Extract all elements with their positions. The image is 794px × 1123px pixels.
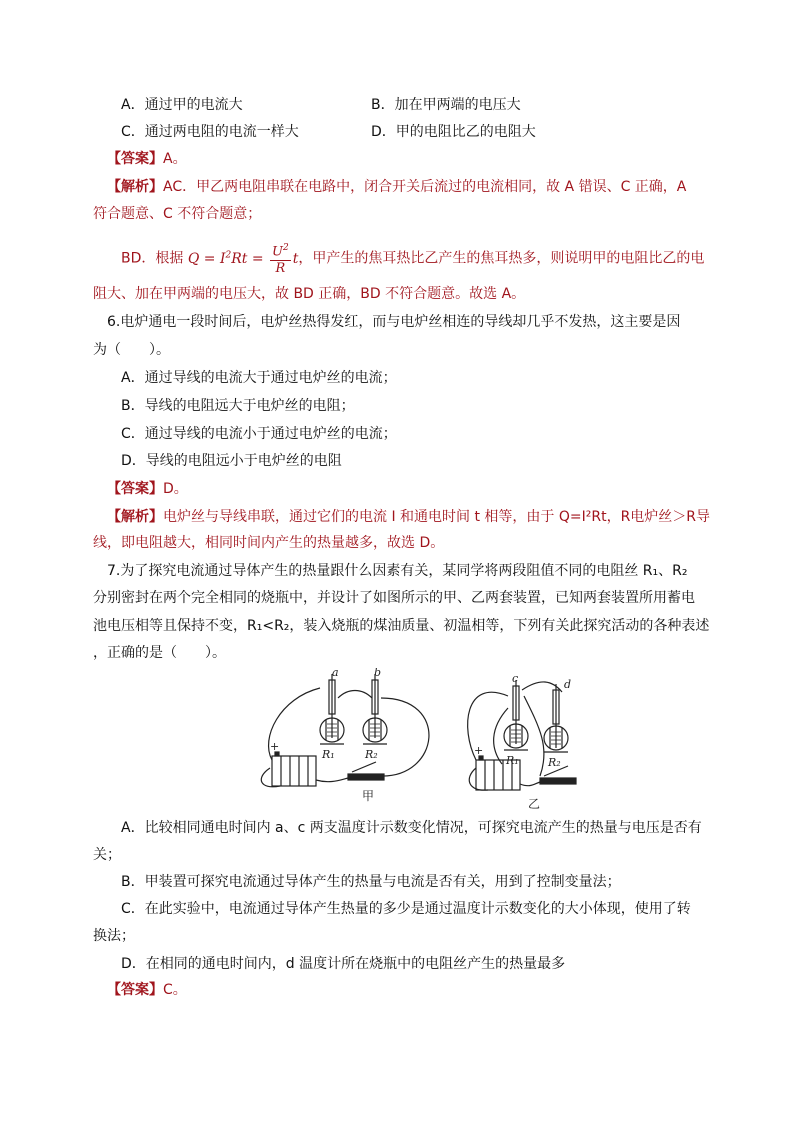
q7-option-d: D．在相同的通电时间内，d 温度计所在烧瓶中的电阻丝产生的热量最多	[121, 956, 566, 972]
q6-stem-line-1: 6.电炉通电一段时间后，电炉丝热得发红，而与电炉丝相连的导线却几乎不发热，这主要是因	[107, 314, 681, 330]
label-a: a	[332, 668, 339, 679]
label-r1-right: R₁	[506, 754, 519, 767]
q7-stem-line-3: 池电压相等且保持不变，R₁<R₂，装入烧瓶的煤油质量、初温相等，下列有关此探究活动的各种表述	[93, 618, 710, 634]
q6-option-c: C．通过导线的电流小于通过电炉丝的电流；	[121, 426, 397, 442]
q6-answer-line	[107, 480, 188, 498]
q5-analysis-line-2: 符合题意、C 不符合题意；	[93, 206, 262, 222]
flask-r1-right	[504, 680, 528, 750]
analysis-tag: 【解析】	[107, 179, 163, 195]
q5-analysis-line-3	[121, 238, 704, 276]
q6-stem-line-2: 为（ ）。	[93, 342, 170, 358]
answer-tag: 【答案】	[107, 151, 163, 167]
label-r2-right: R₂	[548, 756, 561, 769]
q5-answer-line	[107, 150, 187, 168]
q7-circuit-figure	[240, 668, 590, 813]
q6-option-b: B．导线的电阻远大于电炉丝的电阻；	[121, 398, 355, 414]
q7-stem-line-2: 分别密封在两个完全相同的烧瓶中，并设计了如图所示的甲、乙两套装置，已知两套装置所用蓄电	[93, 590, 695, 606]
answer-tag: 【答案】	[107, 982, 163, 998]
label-c: c	[512, 672, 519, 685]
switch-left	[316, 762, 384, 782]
q5-option-d: D．甲的电阻比乙的电阻大	[371, 124, 536, 140]
answer-tag: 【答案】	[107, 481, 163, 497]
q7-option-a-line-2: 关；	[93, 847, 121, 863]
flask-r1-left	[320, 674, 344, 744]
q6-analysis-line-2: 线，即电阻越大，相同时间内产生的热量越多，故选 D。	[93, 535, 445, 551]
q5-option-a: A．通过甲的电流大	[121, 97, 243, 113]
caption-jia: 甲	[362, 789, 375, 803]
joule-formula: $Q = I^2Rt$ = $\frac{U^2}{R}$ t	[187, 243, 299, 276]
q5-analysis-line-1	[107, 178, 686, 196]
caption-yi: 乙	[528, 797, 541, 811]
analysis-text: 电炉丝与导线串联，通过它们的电流 I 和通电时间 t 相等，由于 Q=I²Rt，R电炉丝＞R导	[163, 509, 711, 525]
q7-stem-line-4: ，正确的是（ ）。	[93, 645, 226, 661]
q7-option-c-line-1: C．在此实验中，电流通过导体产生热量的多少是通过温度计示数变化的大小体现，使用了转	[121, 901, 691, 917]
plus-left: +	[270, 740, 280, 753]
q7-option-c-line-2: 换法；	[93, 928, 135, 944]
battery-left	[272, 752, 316, 786]
plus-right: +	[474, 744, 484, 757]
q6-analysis-line-1	[107, 508, 710, 526]
label-r2-left: R₂	[365, 748, 378, 761]
q7-stem-line-1: 7.为了探究电流通过导体产生的热量跟什么因素有关，某同学将两段阻值不同的电阻丝 R₁、R₂	[107, 563, 688, 579]
analysis-tag: 【解析】	[107, 509, 163, 525]
q5-option-b: B．加在甲两端的电压大	[371, 97, 521, 113]
label-r1-left: R₁	[322, 748, 335, 761]
q7-answer-line	[107, 981, 187, 999]
q6-option-a: A．通过导线的电流大于通过电炉丝的电流；	[121, 370, 397, 386]
answer-value: C。	[163, 982, 187, 998]
answer-value: A。	[163, 151, 187, 167]
label-b: b	[374, 668, 382, 679]
q5-option-c: C．通过两电阻的电流一样大	[121, 124, 299, 140]
flask-r2-left	[363, 674, 387, 744]
analysis-text: BD．根据	[121, 250, 184, 267]
analysis-text: ，甲产生的焦耳热比乙产生的焦耳热多，则说明甲的电阻比乙的电	[298, 250, 705, 267]
answer-value: D。	[163, 481, 188, 497]
q7-option-a-line-1: A．比较相同通电时间内 a、c 两支温度计示数变化情况，可探究电流产生的热量与电压是否有	[121, 820, 702, 836]
analysis-text: AC．甲乙两电阻串联在电路中，闭合开关后流过的电流相同，故 A 错误、C 正确，A	[163, 179, 687, 195]
q7-option-b: B．甲装置可探究电流通过导体产生的热量与电流是否有关，用到了控制变量法；	[121, 874, 621, 890]
q5-analysis-line-4: 阻大、加在甲两端的电压大，故 BD 正确，BD 不符合题意。故选 A。	[93, 286, 526, 302]
q6-option-d: D．导线的电阻远小于电炉丝的电阻	[121, 453, 342, 469]
label-d: d	[564, 678, 572, 691]
flask-r2-right	[544, 684, 568, 752]
